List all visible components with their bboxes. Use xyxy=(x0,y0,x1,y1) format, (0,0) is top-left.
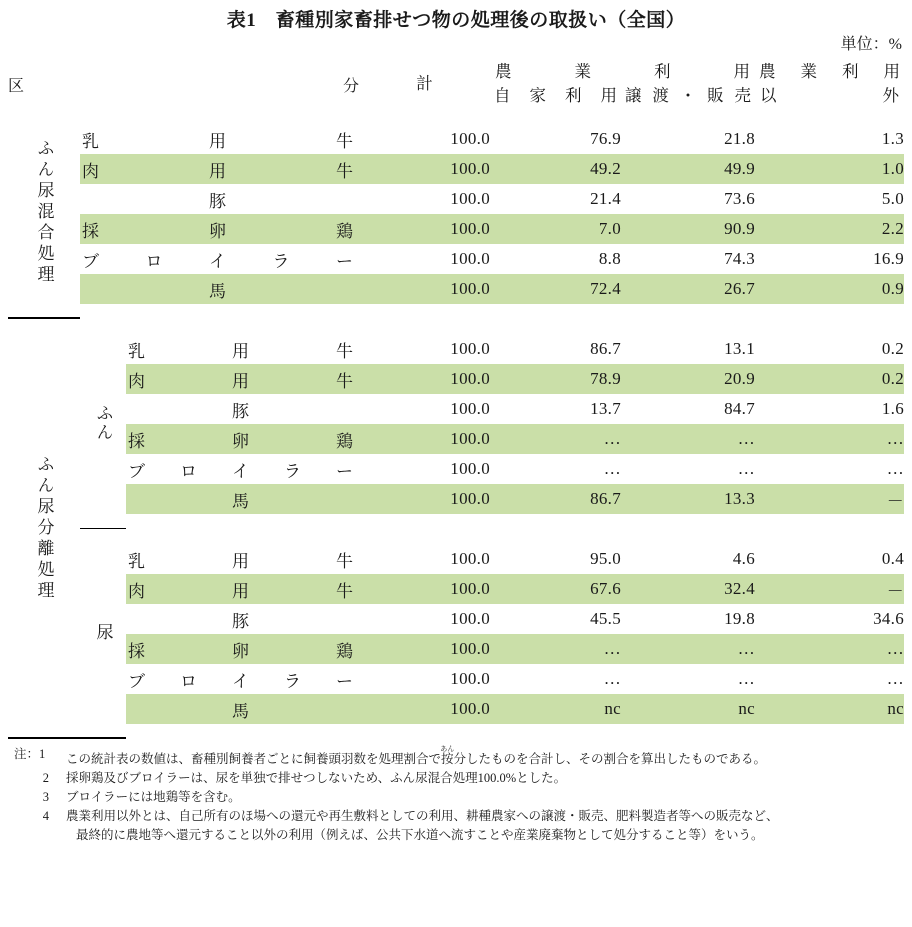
table-row xyxy=(8,694,904,724)
row-label-cell xyxy=(126,664,359,694)
hdr-char: 売 xyxy=(734,86,752,105)
row-label-part: 肉 xyxy=(82,161,99,181)
table-row xyxy=(8,424,904,454)
spacer-cell xyxy=(755,724,904,738)
table-row xyxy=(8,244,904,274)
spacer-cell xyxy=(621,528,755,544)
data-cell: 100.0 xyxy=(450,609,491,628)
data-cell: nc xyxy=(621,694,755,724)
data-cell: 100.0 xyxy=(450,549,491,568)
spacer-cell xyxy=(490,528,621,544)
spacer-cell xyxy=(755,304,904,318)
data-cell: … xyxy=(621,424,755,454)
data-cell: … xyxy=(603,669,622,688)
data-cell: … xyxy=(737,669,756,688)
data-cell: 34.6 xyxy=(873,609,905,628)
row-label-cell xyxy=(126,454,359,484)
spacer-cell xyxy=(126,528,359,544)
row-label-cell xyxy=(126,544,359,574)
header-row-1 xyxy=(8,60,904,84)
row-label-part: 乳 xyxy=(82,131,99,151)
subsection-label-fun: ふん xyxy=(80,318,126,528)
data-cell: … xyxy=(490,424,621,454)
data-cell: 32.4 xyxy=(621,574,755,604)
note-continuation: 最終的に農地等へ還元すること以外の利用（例えば、公共下水道へ流すことや産業廃棄物として処分すること等）をいう。 xyxy=(76,828,764,842)
spacer-cell xyxy=(621,724,755,738)
spacer-cell xyxy=(755,528,904,544)
data-cell: 49.2 xyxy=(490,154,621,184)
spacer-cell xyxy=(755,514,904,528)
data-cell: 100.0 xyxy=(450,399,491,418)
row-label-cell xyxy=(80,184,359,214)
row-label-part: 肉 xyxy=(128,581,145,601)
row-label-part: ラ xyxy=(284,671,301,691)
row-label-part: 採 xyxy=(128,641,145,661)
data-cell: 100.0 xyxy=(359,694,490,724)
note-number: 注：1 xyxy=(14,747,46,761)
row-label-part: 豚 xyxy=(209,191,226,211)
table-row xyxy=(8,334,904,364)
spacer-cell xyxy=(359,528,490,544)
hdr-char: 以 xyxy=(760,86,777,105)
spacer-cell xyxy=(80,108,359,124)
table-row xyxy=(8,364,904,394)
data-cell: 21.8 xyxy=(724,129,756,148)
hdr-char: ・ xyxy=(679,86,697,105)
row-label-part: 採 xyxy=(82,221,99,241)
table-row xyxy=(8,274,904,304)
table-row xyxy=(8,544,904,574)
data-cell: 0.2 xyxy=(755,364,904,394)
data-cell: 76.9 xyxy=(590,129,622,148)
data-cell: 100.0 xyxy=(450,189,491,208)
spacer-cell xyxy=(621,318,755,334)
spacer-cell xyxy=(80,304,359,318)
table-row xyxy=(8,184,904,214)
row-label-part: 馬 xyxy=(232,701,249,721)
row-label-cell xyxy=(80,214,359,244)
note-text: 採卵鶏及びブロイラーは、尿を単独で排せつしないため、ふん尿混合処理100.0%とした。 xyxy=(66,771,567,785)
table-header xyxy=(8,60,904,108)
table-row xyxy=(8,664,904,694)
data-cell: nc xyxy=(755,694,904,724)
section-spacer-row xyxy=(8,724,904,738)
data-cell: 67.6 xyxy=(490,574,621,604)
data-cell: 19.8 xyxy=(724,609,756,628)
spacer-cell xyxy=(490,304,621,318)
spacer-cell xyxy=(621,514,755,528)
hdr-char: 自 xyxy=(494,86,511,105)
data-cell: … xyxy=(755,634,904,664)
row-label-cell xyxy=(126,394,359,424)
data-cell: 13.7 xyxy=(590,399,622,418)
row-label-part: 用 xyxy=(232,371,249,391)
table-row xyxy=(8,604,904,634)
header-self-use xyxy=(490,84,621,108)
data-cell: 100.0 xyxy=(359,634,490,664)
spacer-cell xyxy=(126,514,359,528)
row-label-part: イ xyxy=(232,671,249,691)
row-label-cell xyxy=(80,154,359,184)
header-total: 計 xyxy=(416,74,433,93)
row-label-cell xyxy=(126,604,359,634)
hdr-char: 渡 xyxy=(652,86,669,105)
data-cell: 90.9 xyxy=(621,214,755,244)
header-kubun xyxy=(8,60,359,108)
data-cell: nc xyxy=(490,694,621,724)
data-cell: … xyxy=(886,669,905,688)
data-cell: 100.0 xyxy=(450,669,491,688)
row-label-part: 卵 xyxy=(232,431,249,451)
hdr-char: 農 xyxy=(759,62,776,81)
table-row xyxy=(8,394,904,424)
data-cell: 8.8 xyxy=(598,249,622,268)
spacer-cell xyxy=(359,318,490,334)
page-title: 表1 畜種別家畜排せつ物の処理後の取扱い（全国） xyxy=(226,10,686,31)
row-label-part: 牛 xyxy=(336,581,353,601)
row-label-part: 用 xyxy=(232,581,249,601)
note-item xyxy=(14,807,912,826)
row-label-part: 鶏 xyxy=(336,641,353,661)
hdr-char: 業 xyxy=(800,62,818,81)
header-non-agricultural-use-bottom xyxy=(755,84,904,108)
row-label-part: 用 xyxy=(209,131,226,151)
row-label-part: ロ xyxy=(180,461,197,481)
data-cell: 13.3 xyxy=(621,484,755,514)
statistics-table xyxy=(8,60,904,739)
data-cell: 0.2 xyxy=(881,339,905,358)
data-cell: 73.6 xyxy=(724,189,756,208)
data-cell: 86.7 xyxy=(490,484,621,514)
hdr-char: 利 xyxy=(654,62,671,81)
row-label-part: ラ xyxy=(284,461,301,481)
data-cell: 0.9 xyxy=(755,274,904,304)
data-cell: 100.0 xyxy=(359,424,490,454)
row-label-part: 卵 xyxy=(209,221,226,241)
data-cell: 1.3 xyxy=(881,129,905,148)
data-cell: － xyxy=(755,484,904,514)
header-non-agricultural-use-top xyxy=(755,60,904,84)
hdr-char: 外 xyxy=(882,86,900,105)
data-cell: … xyxy=(621,634,755,664)
row-label-part: 牛 xyxy=(336,551,353,571)
row-label-part: 豚 xyxy=(232,401,249,421)
data-cell: 49.9 xyxy=(621,154,755,184)
data-cell: 100.0 xyxy=(359,274,490,304)
row-label-part: 肉 xyxy=(128,371,145,391)
row-label-part: 牛 xyxy=(336,131,353,151)
row-label-part: 採 xyxy=(128,431,145,451)
spacer-cell xyxy=(490,514,621,528)
data-cell: 100.0 xyxy=(450,339,491,358)
data-cell: … xyxy=(755,424,904,454)
data-cell: 100.0 xyxy=(450,459,491,478)
row-label-part: ロ xyxy=(180,671,197,691)
hdr-char: 農 xyxy=(495,62,512,81)
row-label-part: 牛 xyxy=(336,371,353,391)
table-row xyxy=(8,124,904,154)
row-label-part: イ xyxy=(232,461,249,481)
data-cell: 5.0 xyxy=(881,189,905,208)
table-notes xyxy=(0,745,912,845)
data-cell: … xyxy=(737,459,756,478)
data-cell: 7.0 xyxy=(490,214,621,244)
subsection-label-nyou: 尿 xyxy=(80,528,126,738)
spacer-cell xyxy=(359,724,490,738)
table-row xyxy=(8,574,904,604)
table-row xyxy=(8,484,904,514)
data-cell: 26.7 xyxy=(621,274,755,304)
data-cell: 20.9 xyxy=(621,364,755,394)
data-cell: … xyxy=(886,459,905,478)
data-cell: 84.7 xyxy=(724,399,756,418)
data-cell: 2.2 xyxy=(755,214,904,244)
row-label-part: 乳 xyxy=(128,341,145,361)
row-label-cell xyxy=(126,334,359,364)
spacer-cell xyxy=(755,108,904,124)
note-text: この統計表の数値は、畜種別飼養者ごとに飼養頭羽数を処理割合で按あん分したものを合計し、その割合を算出したものである。 xyxy=(66,745,767,766)
row-label-part: 馬 xyxy=(232,491,249,511)
data-cell: 13.1 xyxy=(724,339,756,358)
table-row xyxy=(8,454,904,484)
hdr-char: 家 xyxy=(529,86,547,105)
spacer-cell xyxy=(490,318,621,334)
row-label-cell xyxy=(80,124,359,154)
data-cell: － xyxy=(755,574,904,604)
row-label-part: 用 xyxy=(232,341,249,361)
note-item xyxy=(14,788,912,807)
data-cell: 21.4 xyxy=(590,189,622,208)
spacer-cell xyxy=(126,318,359,334)
table-row xyxy=(8,214,904,244)
data-cell: 78.9 xyxy=(490,364,621,394)
hdr-char: 利 xyxy=(842,62,859,81)
data-cell: 100.0 xyxy=(359,214,490,244)
section-spacer-row xyxy=(8,514,904,528)
row-label-part: ブ xyxy=(128,461,145,481)
table-row xyxy=(8,634,904,664)
hdr-char: 用 xyxy=(600,86,618,105)
row-label-part: 牛 xyxy=(336,161,353,181)
table-row xyxy=(8,154,904,184)
header-transfer-sale xyxy=(621,84,755,108)
header-kubun-left: 区 xyxy=(8,77,25,95)
note-text: ブロイラーには地鶏等を含む。 xyxy=(66,790,241,804)
row-label-cell xyxy=(126,634,359,664)
row-label-cell xyxy=(80,274,359,304)
row-label-part: 用 xyxy=(209,161,226,181)
spacer-cell xyxy=(126,724,359,738)
header-kubun-right: 分 xyxy=(343,77,360,95)
row-label-part: 鶏 xyxy=(336,221,353,241)
spacer-cell xyxy=(621,304,755,318)
row-label-part: ー xyxy=(336,671,353,691)
spacer-cell xyxy=(359,304,490,318)
data-cell: … xyxy=(490,634,621,664)
note-number: 3 xyxy=(42,790,49,804)
row-label-part: 馬 xyxy=(209,281,226,301)
data-cell: 100.0 xyxy=(359,364,490,394)
data-cell: 74.3 xyxy=(724,249,756,268)
row-label-cell xyxy=(126,484,359,514)
row-label-part: ラ xyxy=(272,251,290,271)
section-label-mixed-treatment: ふん尿混合処理 xyxy=(8,108,80,318)
row-label-part: 用 xyxy=(232,551,249,571)
spacer-cell xyxy=(490,724,621,738)
hdr-char: 業 xyxy=(574,62,592,81)
row-label-part: 豚 xyxy=(232,611,249,631)
section-spacer-row xyxy=(8,528,904,544)
note-item xyxy=(14,769,912,788)
data-cell: 86.7 xyxy=(590,339,622,358)
row-label-cell xyxy=(126,424,359,454)
hdr-char: 用 xyxy=(733,62,751,81)
spacer-cell xyxy=(490,108,621,124)
data-cell: … xyxy=(603,459,622,478)
spacer-cell xyxy=(621,108,755,124)
data-cell: 45.5 xyxy=(590,609,622,628)
row-label-part: 乳 xyxy=(128,551,145,571)
section-spacer-row xyxy=(8,304,904,318)
hdr-char: 利 xyxy=(565,86,582,105)
spacer-cell xyxy=(755,318,904,334)
data-cell: 100.0 xyxy=(359,154,490,184)
statistics-table-wrapper xyxy=(8,60,904,739)
data-cell: 1.6 xyxy=(881,399,905,418)
row-label-cell xyxy=(80,244,359,274)
data-cell: 100.0 xyxy=(359,574,490,604)
row-label-part: イ xyxy=(209,251,226,271)
hdr-char: 用 xyxy=(883,62,901,81)
row-label-part: ー xyxy=(336,251,353,271)
section-spacer-row xyxy=(8,108,904,124)
row-label-part: ー xyxy=(336,461,353,481)
note-text: 農業利用以外とは、自己所有のほ場への還元や再生敷料としての利用、耕種農家への譲渡・販売、肥料製造者等への販売など、 xyxy=(66,809,779,823)
note-number: 4 xyxy=(42,809,49,823)
data-cell: 1.0 xyxy=(755,154,904,184)
unit-label: 単位：% xyxy=(840,36,902,53)
data-cell: 100.0 xyxy=(450,249,491,268)
section-label-separated-treatment: ふん尿分離処理 xyxy=(8,318,80,738)
row-label-part: 鶏 xyxy=(336,431,353,451)
data-cell: 4.6 xyxy=(732,549,756,568)
data-cell: 100.0 xyxy=(450,129,491,148)
data-cell: 0.4 xyxy=(881,549,905,568)
note-item xyxy=(14,745,912,769)
hdr-char: 譲 xyxy=(625,86,642,105)
data-cell: 72.4 xyxy=(490,274,621,304)
row-label-cell xyxy=(126,694,359,724)
row-label-part: 牛 xyxy=(336,341,353,361)
section-spacer-row xyxy=(8,318,904,334)
row-label-cell xyxy=(126,364,359,394)
row-label-part: ブ xyxy=(82,251,99,271)
row-label-part: ブ xyxy=(128,671,145,691)
header-agricultural-use xyxy=(490,60,755,84)
hdr-char: 販 xyxy=(707,86,724,105)
row-label-part: ロ xyxy=(145,251,163,271)
row-label-cell xyxy=(126,574,359,604)
spacer-cell xyxy=(359,108,490,124)
ruby-annotation: 按あん xyxy=(440,745,455,766)
table-body xyxy=(8,108,904,738)
data-cell: 100.0 xyxy=(359,484,490,514)
note-number: 2 xyxy=(42,771,49,785)
spacer-cell xyxy=(359,514,490,528)
data-cell: 95.0 xyxy=(590,549,622,568)
row-label-part: 卵 xyxy=(232,641,249,661)
data-cell: 16.9 xyxy=(873,249,905,268)
